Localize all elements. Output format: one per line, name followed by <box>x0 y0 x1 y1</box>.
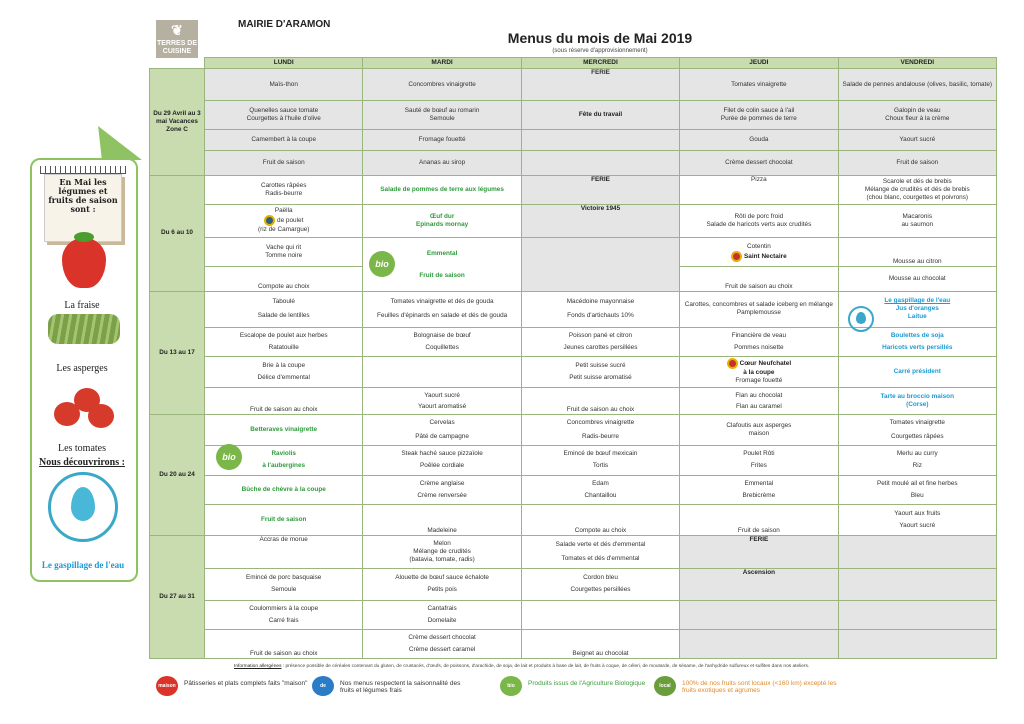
menu-cell <box>363 535 521 568</box>
menu-cell: Camembert à la coupe <box>205 129 363 150</box>
dish: Jus d'oranges <box>895 305 939 313</box>
dish: Paëlla <box>274 207 293 215</box>
aop-label-icon <box>727 358 738 369</box>
menu-cell: Salade de pommes de terre aux légumes <box>363 175 521 204</box>
dish: Cordon bleu <box>583 574 618 582</box>
dish: Brie à la coupe <box>262 361 306 369</box>
menu-cell <box>521 356 679 387</box>
dish: à l'aubergines <box>262 462 306 470</box>
menu-table <box>149 57 997 659</box>
menu-cell: Fruit de saison <box>205 150 363 175</box>
maison-icon: maison <box>156 676 178 696</box>
dish: Petit suisse aromatisé <box>569 373 632 381</box>
menu-cell <box>838 446 996 475</box>
dish: Yaourt sucré <box>899 521 936 529</box>
dish: maison <box>748 430 770 438</box>
dish: Carré frais <box>268 616 299 624</box>
dish: Poulet Rôti <box>743 450 775 458</box>
dish: de poulet <box>277 217 304 225</box>
menu-cell <box>680 356 838 387</box>
dish: Brebicrème <box>742 491 776 499</box>
menu-cell <box>205 292 363 327</box>
dish: Flan au chocolat <box>735 391 783 399</box>
allergen-text: : présence possible de céréales contenant du gluten, de crustacés, d'œufs, de poissons, d'arachide, de soja, de lait et produits à base de lait, de fruits à coque, de céleri, de moutarde, de sésame, de l'anhydride sulfureux et sulfites dans nos ateliers. <box>282 664 810 669</box>
menu-cell <box>205 238 363 267</box>
menu-cell: Mousse au chocolat <box>838 267 996 292</box>
dish: Tomates vinaigrette et dés de gouda <box>390 298 494 306</box>
menu-cell <box>205 600 363 629</box>
menu-cell <box>205 175 363 204</box>
dish: Fruit de saison <box>419 271 465 279</box>
dish: Tortis <box>592 462 609 470</box>
holiday-cell: FERIE <box>680 535 838 568</box>
dish: Crème anglaise <box>419 479 465 487</box>
menu-cell: Betteraves vinaigrette <box>205 415 363 446</box>
strawberry-icon <box>62 238 106 288</box>
day-header: MERCREDI <box>521 58 679 69</box>
dish: Epinards mornay <box>415 220 469 228</box>
holiday-cell: FERIE <box>521 175 679 204</box>
logo-text: TERRES DE CUISINE <box>156 40 198 55</box>
dish: Emmental <box>426 249 458 257</box>
legend-bio <box>500 676 650 698</box>
menu-cell <box>838 504 996 535</box>
notebook-note <box>40 166 126 242</box>
legend-maison <box>156 676 306 698</box>
menu-cell <box>205 100 363 129</box>
menu-cell: Concombres vinaigrette <box>363 69 521 100</box>
dish: Mélange de crudités et dés de brebis <box>864 185 970 193</box>
menu-cell: Crème dessert chocolat <box>680 150 838 175</box>
menu-cell <box>680 446 838 475</box>
menu-cell <box>838 175 996 204</box>
dish: Emincé de porc basquaise <box>246 574 322 582</box>
dish: Coulommiers à la coupe <box>249 604 319 612</box>
allergen-note <box>234 664 809 669</box>
dish: Vache qui rit <box>266 244 302 252</box>
menu-cell <box>363 327 521 356</box>
saison-icon: de saison <box>312 676 334 696</box>
menu-cell <box>521 535 679 568</box>
dish: Edam <box>592 479 609 487</box>
empty-cell <box>521 150 679 175</box>
dish: Purée de pommes de terre <box>720 114 797 122</box>
dish: Laitue <box>907 313 927 321</box>
menu-cell <box>680 204 838 237</box>
week-label: Du 27 au 31 <box>150 535 205 658</box>
menu-cell <box>521 292 679 327</box>
dish: Petits pois <box>427 586 457 594</box>
dish: Yaourt sucré <box>424 391 460 399</box>
menu-cell <box>363 204 521 237</box>
dish: Crème dessert caramel <box>408 645 476 653</box>
dish: Poisson pané et citron <box>568 331 633 339</box>
dish: Bolognaise de bœuf <box>413 331 471 339</box>
empty-cell <box>838 569 996 600</box>
dish: Steak haché sauce pizzaïole <box>401 450 483 458</box>
dish: Carottes, concombres et salade iceberg en mélange <box>684 301 833 309</box>
menu-cell: Beignet au chocolat <box>521 629 679 658</box>
dish: (riz de Camargue) <box>257 226 310 234</box>
dish: Emmental <box>744 479 774 487</box>
dish: Semoule <box>429 114 455 122</box>
holiday-name: Fête du travail <box>521 100 679 129</box>
menu-cell: Fromage fouetté <box>363 129 521 150</box>
menu-cell: Salade de pennes andalouse (olives, basilic, tomate) <box>838 69 996 100</box>
menu-cell: Fruit de saison au choix <box>205 629 363 658</box>
legend-text: Nos menus respectent la saisonnalité des fruits et légumes frais <box>340 680 461 694</box>
dish: Merlu au curry <box>896 450 938 458</box>
dish: Coquillettes <box>425 343 459 351</box>
dish: Crème renversée <box>417 491 467 499</box>
dish: Scarole et dés de brebis <box>882 177 952 185</box>
note-text: En Mai les légumes et fruits de saison sont : <box>48 177 118 214</box>
seasonal-sidebar <box>30 158 138 582</box>
allergen-title: Information allergènes <box>234 664 282 669</box>
legend-saison <box>312 676 482 709</box>
holiday-name: Ascension <box>680 569 838 600</box>
menu-cell <box>363 569 521 600</box>
menu-cell <box>521 327 679 356</box>
menu-cell <box>838 415 996 446</box>
dish: Tomme noire <box>265 252 303 260</box>
dish: Pommes noisette <box>734 343 784 351</box>
menu-cell: Ananas au sirop <box>363 150 521 175</box>
dish: Mélange de crudités <box>413 548 471 556</box>
dish: Tomates et dés d'emmental <box>561 555 640 563</box>
bio-icon: bio <box>216 444 242 470</box>
dish: Ratatouille <box>268 343 299 351</box>
menu-cell: Gouda <box>680 129 838 150</box>
dish: Courgettes à l'huile d'olive <box>246 114 321 122</box>
veg-label-tomatoes: Les tomates <box>57 443 107 454</box>
dish: Tarte au broccio maison <box>880 393 954 401</box>
dish: Flan au caramel <box>735 402 782 410</box>
dish: Tomates vinaigrette <box>889 419 945 427</box>
empty-cell <box>680 629 838 658</box>
menu-cell: Fruit de saison au choix <box>521 388 679 415</box>
menu-cell <box>363 600 521 629</box>
menu-cell: Mousse au citron <box>838 238 996 267</box>
dish: Crème dessert chocolat <box>408 633 476 641</box>
dish: Œuf dur <box>429 212 455 220</box>
menu-cell <box>205 204 363 237</box>
dish: Cotentin <box>746 242 771 250</box>
dish: Melon <box>433 540 451 548</box>
menu-cell <box>838 204 996 237</box>
dish: (Corse) <box>906 401 929 409</box>
dish: Financière de veau <box>731 331 787 339</box>
menu-cell: Accras de morue <box>205 535 363 568</box>
bio-icon: bio <box>500 676 522 696</box>
menu-cell: Compote au choix <box>521 504 679 535</box>
dish: Semoule <box>271 586 297 594</box>
dish: Cantafrais <box>427 604 457 612</box>
aoc-label-icon <box>264 215 275 226</box>
corner-cell <box>150 58 205 69</box>
menu-cell <box>205 356 363 387</box>
menu-cell: Fruit de saison <box>838 150 996 175</box>
holiday-cell: FERIE <box>521 69 679 100</box>
dish: Yaourt aromatisé <box>417 402 467 410</box>
discover-label: Nous découvrirons : <box>39 457 125 468</box>
menu-cell <box>680 238 838 267</box>
dish: Cervelas <box>429 419 455 427</box>
dish: Saint Nectaire <box>744 252 787 260</box>
water-drop-icon <box>848 306 874 332</box>
dish: Haricots verts persillés <box>882 343 953 351</box>
leaf-icon: ❦ <box>171 22 183 38</box>
week-label: Du 6 au 10 <box>150 175 205 292</box>
dish: Concombres vinaigrette <box>566 419 635 427</box>
tomatoes-icon <box>54 388 114 432</box>
menu-cell <box>521 475 679 504</box>
menu-cell <box>680 292 838 327</box>
empty-cell <box>838 535 996 568</box>
dish: Rôti de porc froid <box>734 212 784 220</box>
menu-cell: Maïs-thon <box>205 69 363 100</box>
dish: au saumon <box>901 220 934 228</box>
dish: Domelaite <box>427 616 457 624</box>
empty-cell <box>838 600 996 629</box>
empty-cell <box>680 600 838 629</box>
menu-cell <box>680 327 838 356</box>
dish: Courgettes persillées <box>570 586 631 594</box>
holiday-name: Victoire 1945 <box>521 204 679 237</box>
label-rouge-icon <box>731 251 742 262</box>
menu-cell: Compote au choix <box>205 267 363 292</box>
menu-cell <box>521 446 679 475</box>
dish: Raviolis <box>271 450 296 458</box>
menu-cell: Fruit de saison au choix <box>680 267 838 292</box>
menu-cell <box>205 327 363 356</box>
mairie-label: MAIRIE D'ARAMON <box>238 19 331 30</box>
menu-cell <box>680 100 838 129</box>
dish: Choux fleur à la crème <box>885 114 950 122</box>
dish: à la coupe <box>743 369 775 377</box>
dish: Salade verte et dés d'emmental <box>555 541 646 549</box>
dish: Salade de lentilles <box>257 312 310 320</box>
dish: Alouette de bœuf sauce échalote <box>395 574 489 582</box>
menu-cell: Madeleine <box>363 504 521 535</box>
dish: Galopin de veau <box>894 106 941 114</box>
day-header: VENDREDI <box>838 58 996 69</box>
menu-cell: Yaourt sucré <box>838 129 996 150</box>
local-icon: local <box>654 676 676 696</box>
bio-icon: bio <box>369 251 395 277</box>
legend-text: Produits issus de l'Agriculture Biologique <box>528 680 646 687</box>
dish: Carottes râpées <box>260 181 307 189</box>
menu-cell: Tomates vinaigrette <box>680 69 838 100</box>
menu-cell: Fruit de saison <box>205 504 363 535</box>
veg-label-strawberry: La fraise <box>64 300 100 311</box>
menu-cell <box>205 569 363 600</box>
dish: Petit suisse sucré <box>575 361 626 369</box>
menu-cell <box>838 100 996 129</box>
dish: Sauté de bœuf au romarin <box>404 106 480 114</box>
week-label: Du 20 au 24 <box>150 415 205 536</box>
dish: Escalope de poulet aux herbes <box>239 331 328 339</box>
dish: Radis-beurre <box>582 433 619 441</box>
theme-title: Le gaspillage de l'eau <box>884 297 951 305</box>
menu-cell <box>521 569 679 600</box>
legend-text: 100% de nos fruits sont locaux (<160 km) excepté les fruits exotiques et agrumes <box>682 680 837 694</box>
dish: Jeunes carottes persillées <box>563 343 638 351</box>
menu-cell <box>680 475 838 504</box>
legend-text: Pâtisseries et plats complets faits "maison" <box>184 680 308 687</box>
page-subtitle: (sous réserve d'approvisionnement) <box>552 48 648 54</box>
tomato-icon <box>88 404 114 428</box>
dish: Fromage fouetté <box>735 377 783 385</box>
dish: Macédoine mayonnaise <box>566 298 635 306</box>
menu-cell: Bûche de chèvre à la coupe <box>205 475 363 504</box>
theme-label: Le gaspillage de l'eau <box>41 560 125 570</box>
day-header: JEUDI <box>680 58 838 69</box>
dish: Filet de colin sauce à l'ail <box>723 106 795 114</box>
dish: Bleu <box>910 491 924 499</box>
dish: Quenelles sauce tomate <box>249 106 319 114</box>
empty-cell <box>838 629 996 658</box>
empty-cell <box>521 600 679 629</box>
dish: Macaronis <box>902 212 933 220</box>
sidebar-pointer <box>78 126 142 160</box>
dish: (batavia, tomate, radis) <box>409 556 475 564</box>
dish: Radis-beurre <box>265 189 303 197</box>
dish: Boulettes de soja <box>890 331 944 339</box>
dish: Yaourt aux fruits <box>894 509 941 517</box>
menu-cell <box>521 415 679 446</box>
dish: Emincé de bœuf mexicain <box>563 450 638 458</box>
dish: Pâté de campagne <box>415 433 469 441</box>
empty-cell <box>521 238 679 292</box>
menu-cell <box>363 475 521 504</box>
dish: Salade de haricots verts aux crudités <box>706 220 812 228</box>
dish: Courgettes râpées <box>890 433 944 441</box>
notebook-spiral-icon <box>40 166 126 174</box>
menu-cell <box>680 415 838 446</box>
dish: Poêlée cordiale <box>420 462 465 470</box>
dish: Clafoutis aux asperges <box>726 422 792 430</box>
menu-cell <box>838 388 996 415</box>
menu-cell <box>680 388 838 415</box>
dish: Chantaillou <box>584 491 617 499</box>
day-header: LUNDI <box>205 58 363 69</box>
menu-cell: Fruit de saison au choix <box>205 388 363 415</box>
dish: Frites <box>750 462 767 470</box>
week-label: Du 13 au 17 <box>150 292 205 415</box>
dish: Petit moulé ail et fine herbes <box>876 479 958 487</box>
menu-cell <box>363 446 521 475</box>
day-header: MARDI <box>363 58 521 69</box>
menu-cell <box>363 388 521 415</box>
menu-cell: Fruit de saison <box>680 504 838 535</box>
week-label: Du 29 Avril au 3 mai Vacances Zone C <box>150 69 205 175</box>
menu-cell <box>838 475 996 504</box>
dish: Feuilles d'épinards en salade et dés de gouda <box>376 312 508 320</box>
dish: (chou blanc, courgettes et poivrons) <box>866 193 969 201</box>
menu-cell <box>363 100 521 129</box>
legend-local <box>654 676 854 698</box>
asparagus-icon <box>48 314 120 344</box>
empty-cell <box>363 356 521 387</box>
page-title: Menus du mois de Mai 2019 <box>507 30 693 46</box>
empty-cell <box>521 129 679 150</box>
veg-label-asparagus: Les asperges <box>56 363 108 374</box>
menu-cell <box>363 629 521 658</box>
dish: Riz <box>912 462 922 470</box>
menu-cell <box>363 415 521 446</box>
dish: Taboulé <box>272 298 295 306</box>
menu-cell <box>363 292 521 327</box>
menu-cell: Pizza <box>680 175 838 204</box>
dish: Pamplemousse <box>736 309 781 317</box>
menu-cell: Carré président <box>838 356 996 387</box>
dish: Délice d'emmental <box>257 373 310 381</box>
dish: Cœur Neufchatel <box>739 360 792 368</box>
dish: Fonds d'artichauts 10% <box>567 312 634 320</box>
water-cycle-icon <box>48 472 118 542</box>
